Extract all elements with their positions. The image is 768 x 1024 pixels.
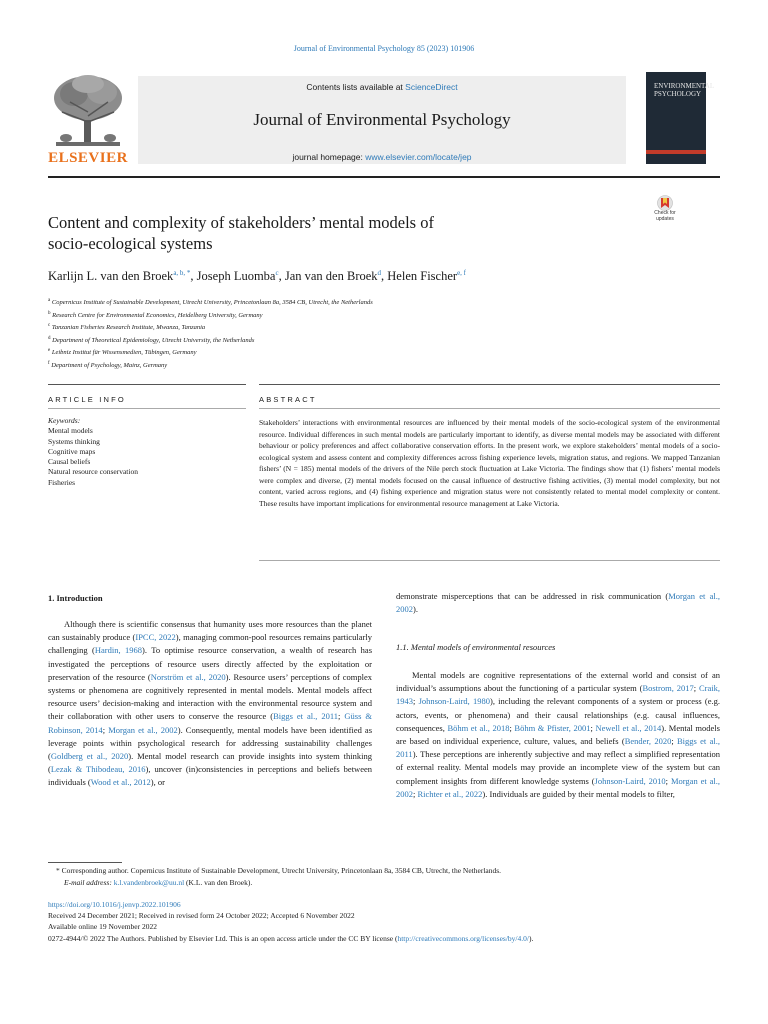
journal-cover-thumbnail[interactable] xyxy=(646,72,714,164)
keyword-item: Causal beliefs xyxy=(48,457,91,467)
citation-link[interactable]: Böhm et al., 2018 xyxy=(447,722,510,733)
author-affiliation-marks[interactable]: c xyxy=(275,269,279,277)
body-text: ). xyxy=(413,604,418,615)
body-text: ; xyxy=(671,736,678,747)
body-text: ; xyxy=(413,696,419,707)
body-text: ). Mental model research can provide insights into system thinking ( xyxy=(48,751,373,775)
body-text: Mental models are cognitive representations of the external world and consist of an individual’s assumptions about the functioning of a particular system ( xyxy=(396,670,720,694)
keyword-item: Fisheries xyxy=(48,477,76,487)
article-title-line-2: socio-ecological systems xyxy=(48,234,213,253)
email-note xyxy=(48,877,728,889)
body-text-right-column-top xyxy=(396,590,720,616)
keyword-item: Mental models xyxy=(48,426,93,436)
body-text: demonstrate misperceptions that can be addressed in risk communication ( xyxy=(396,591,669,601)
affiliation-item: $^a$ Copernicus Institute of Sustainable Development, Utrecht University, Princetonlaan 8a, 3584 CB, Utrecht, the Netherlands xyxy=(48,298,373,307)
abstract-top-rule xyxy=(259,384,720,385)
license-suffix: ). xyxy=(528,933,534,943)
license-line xyxy=(48,933,738,944)
abstract-text: Stakeholders’ interactions with environmental resources are influenced by their mental models of the socio-ecological system of the environmental resource. Individual differences in such mental models are particularly important to identify, as diverse mental models may be associated with different behaviour or policy preferences and affect collaborative conservation efforts. In the present work, we explore stakeholders’ mental models of a socio-ecological system and assess content and complexity differences across fishing experience levels, migration status, and regions. We mapped Tanzanian fishers’ (N = 185) mental models of the drivers of the Nile perch stock fluctuation at Lake Victoria. The findings show that (1) fishers’ mental models were complex and diverse, (2) mental models focused on the causal influence of destructive fishing activities, (3) mental model complexity, but not content, varied across regions, and (4) fishing experience and migration status were not consistently related to mental model complexity or content. These results have important implications for environmental resource management at Lake Victoria. xyxy=(259,418,720,508)
abstract-bottom-rule xyxy=(259,560,720,561)
article-info-heading: ARTICLE INFO xyxy=(48,395,126,404)
journal-reference[interactable]: Journal of Environmental Psychology 85 (2023) 101906 xyxy=(293,44,475,53)
footnote-rule xyxy=(48,862,122,863)
tree-icon xyxy=(48,72,128,150)
author-name[interactable]: Joseph Luomba xyxy=(196,269,276,284)
citation-link[interactable]: IPCC, 2022 xyxy=(135,632,176,643)
author-name[interactable]: Helen Fischer xyxy=(387,269,458,284)
body-text-right-column xyxy=(396,669,720,801)
affiliation-item: $^d$ Department of Theoretical Epidemiology, Utrecht University, the Netherlands xyxy=(48,335,255,344)
check-updates-icon xyxy=(648,195,682,211)
available-date: Available online 19 November 2022 xyxy=(48,922,157,932)
elsevier-wordmark: ELSEVIER xyxy=(48,150,128,166)
received-dates: Received 24 December 2021; Received in revised form 24 October 2022; Accepted 6 November 2022 xyxy=(48,911,355,921)
citation-link[interactable]: Lezak & Thibodeau, 2016 xyxy=(50,764,146,775)
citation-link[interactable]: Richter et al., 2022 xyxy=(417,788,483,799)
body-text: ; xyxy=(665,775,671,786)
author-affiliation-marks[interactable]: a, b, * xyxy=(173,269,191,277)
citation-link[interactable]: Johnson-Laird, 1980 xyxy=(418,696,490,707)
affiliation-item: $^c$ Tanzanian Fisheries Research Institute, Mwanza, Tanzania xyxy=(48,323,206,332)
homepage-link[interactable]: www.elsevier.com/locate/jep xyxy=(365,152,472,162)
article-title xyxy=(48,212,608,254)
citation-link[interactable]: Bostrom, 2017 xyxy=(642,683,694,694)
citation-link[interactable]: Craik, 1943 xyxy=(396,683,720,707)
keyword-item: Systems thinking xyxy=(48,436,100,446)
sciencedirect-link[interactable]: ScienceDirect xyxy=(405,82,458,92)
body-text: ). Resource users’ perceptions of complex systems or phenomena are cognitively represented in mental models. Mental models affect resource users’ decision-making and interaction with the environmental resource system and their collaboration with other users to conserve the resource ( xyxy=(48,671,372,722)
body-text: ), uncover (in)consistencies in perceptions and beliefs between individuals ( xyxy=(48,764,372,788)
citation-link[interactable]: Goldberg et al., 2020 xyxy=(50,751,129,762)
body-text: ). Mental models are based on individual experience, culture, values, and beliefs ( xyxy=(396,722,720,747)
masthead-divider xyxy=(48,176,720,178)
body-text-left-column xyxy=(48,618,372,790)
citation-link[interactable]: Morgan et al., 2002 xyxy=(396,591,720,615)
body-text: ). Individuals are guided by their mental models to filter, xyxy=(482,788,675,799)
doi-link[interactable]: https://doi.org/10.1016/j.jenvp.2022.101906 xyxy=(48,900,181,909)
body-text: ; xyxy=(102,724,109,735)
license-link[interactable]: http://creativecommons.org/licenses/by/4.0/ xyxy=(397,933,529,943)
keyword-item: Cognitive maps xyxy=(48,446,96,456)
affiliations xyxy=(48,296,728,371)
body-text: ; xyxy=(413,788,418,799)
masthead xyxy=(48,72,720,172)
cover-band xyxy=(646,150,706,154)
citation-link[interactable]: Biggs et al., 2011 xyxy=(273,711,339,722)
email-suffix: (K.L. van den Broek). xyxy=(184,878,253,887)
abstract-heading: ABSTRACT xyxy=(259,395,317,404)
body-text: ; xyxy=(590,722,596,733)
abstract-rule xyxy=(259,408,720,409)
email-label: E-mail address: xyxy=(64,878,112,887)
homepage-prefix: journal homepage: xyxy=(292,152,366,162)
author-affiliation-marks[interactable]: d xyxy=(377,269,382,277)
citation-link[interactable]: Newell et al., 2014 xyxy=(595,722,662,733)
check-updates-label: Check for updates xyxy=(654,210,676,222)
section-heading-introduction: 1. Introduction xyxy=(48,593,103,603)
citation-link[interactable]: Biggs et al., 2011 xyxy=(396,736,720,760)
body-text: ; xyxy=(509,722,515,733)
citation-link[interactable]: Güss & Robinson, 2014 xyxy=(48,711,372,735)
citation-link[interactable]: Norström et al., 2020 xyxy=(150,671,226,682)
author-list: Karlijn L. van den Broek$^{a, b, *}$, Joseph Luomba$^c$, Jan van den Broek$^d$, Helen Fischer$^{e, f}$ xyxy=(48,269,467,284)
citation-link[interactable]: Bender, 2020 xyxy=(624,736,672,747)
cover-title: ENVIRONMENTAL PSYCHOLOGY xyxy=(654,82,714,98)
citation-link[interactable]: Morgan et al., 2002 xyxy=(396,775,721,799)
contents-prefix: Contents lists available at xyxy=(306,82,406,92)
keywords-label: Keywords: xyxy=(48,416,81,425)
article-info-top-rule xyxy=(48,384,246,385)
citation-link[interactable]: Wood et al., 2012 xyxy=(90,777,151,788)
affiliation-item: $^b$ Research Centre for Environmental Economics, Heidelberg University, Germany xyxy=(48,310,263,319)
citation-link[interactable]: Morgan et al., 2002 xyxy=(108,724,178,735)
corresponding-author-note: * Corresponding author. Copernicus Institute of Sustainable Development, Utrecht University, Princetonlaan 8a, 3584 CB, Utrecht, the Netherlands. xyxy=(56,866,502,875)
affiliation-item: $^e$ Leibniz Institut für Wissensmedien, Tübingen, Germany xyxy=(48,348,197,357)
body-text: ), or xyxy=(150,777,165,788)
footnotes xyxy=(48,865,728,889)
journal-title[interactable]: Journal of Environmental Psychology xyxy=(253,110,511,129)
author-name[interactable]: Karlijn L. van den Broek xyxy=(48,269,174,284)
citation-link[interactable]: Johnson-Laird, 2010 xyxy=(594,775,666,786)
license-prefix: 0272-4944/© 2022 The Authors. Published by Elsevier Ltd. This is an open access article under the CC BY license ( xyxy=(48,933,398,943)
keyword-item: Natural resource conservation xyxy=(48,467,138,477)
check-for-updates-button[interactable] xyxy=(648,195,682,229)
body-text: ). To optimise resource conservation, a wealth of research has investigated the perceptions of resource users directly affected by the exploitation or preservation of the resource ( xyxy=(48,645,373,682)
body-text: ). Consequently, mental models have been identified as leverage points within psychological research for addressing sustainability challenges ( xyxy=(48,724,373,762)
body-text: ; xyxy=(338,711,345,722)
homepage-line xyxy=(138,152,626,162)
keywords-list xyxy=(48,416,246,488)
body-text: ; xyxy=(693,683,699,694)
body-text: ), managing common-pool resources remains particularly challenging ( xyxy=(48,632,372,656)
article-title-line-1: Content and complexity of stakeholders’ mental models of xyxy=(48,213,434,232)
article-info-rule xyxy=(48,408,246,409)
affiliation-item: $^f$ Department of Psychology, Mainz, Germany xyxy=(48,360,168,369)
author-name[interactable]: Jan van den Broek xyxy=(284,269,378,284)
publication-info xyxy=(48,899,738,944)
author-affiliation-marks[interactable]: e, f xyxy=(457,269,467,277)
body-text: Although there is scientific consensus that humanity uses more resources than the planet can sustainably produce ( xyxy=(48,619,372,643)
citation-link[interactable]: Hardin, 1968 xyxy=(94,645,143,656)
contents-line xyxy=(138,82,626,92)
masthead-box xyxy=(138,76,626,164)
elsevier-tree-logo[interactable] xyxy=(48,72,128,166)
email-link[interactable]: k.l.vandenbroek@uu.nl xyxy=(113,878,185,887)
subsection-heading: 1.1. Mental models of environmental resources xyxy=(396,642,556,652)
body-text: ). These perceptions are inherently subjective and may reflect a simplified representation of external reality. Mental models may provide an incomplete view of the system but can complement insights from different knowledge systems ( xyxy=(396,749,720,786)
body-text: ), including the relevant components of a system or process (e.g. actors, events, or phenomena) and their causal relationships (e.g. causal influences, consequences, xyxy=(396,696,720,733)
citation-link[interactable]: Böhm & Pfister, 2001 xyxy=(514,722,591,733)
